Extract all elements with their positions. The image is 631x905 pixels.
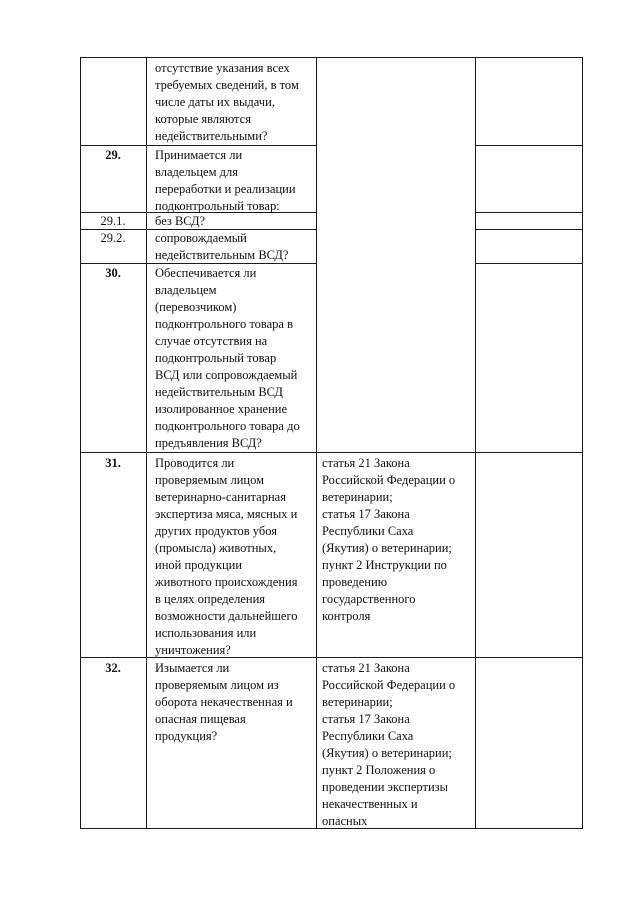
item-number: 31. (105, 456, 121, 470)
legal-reference: статья 21 Закона Российской Федерации о ветеринарии; статья 17 Закона Республики Саха (Якутия) о ветеринарии; пункт 2 Положения о проведении экспертизы некачественных и опасных (322, 661, 456, 828)
question-text: отсутствие указания всех требуемых сведений, в том числе даты их выдачи, которые являются недействительными? (155, 61, 299, 143)
item-number: 29.2. (100, 231, 126, 245)
column-divider (146, 57, 147, 828)
row-divider (475, 263, 583, 264)
item-number: 29. (105, 148, 121, 162)
row-divider (475, 145, 583, 146)
table-border-top (80, 57, 583, 58)
item-number: 32. (105, 661, 121, 675)
column-divider (475, 57, 476, 828)
column-divider (316, 57, 317, 828)
row-divider (475, 212, 583, 213)
question-text: сопровождаемый недействительным ВСД? (155, 231, 289, 262)
item-number: 29.1. (100, 214, 126, 228)
table-border-right (582, 57, 583, 828)
row-divider (80, 452, 583, 453)
question-text: Обеспечивается ли владельцем (перевозчиком) подконтрольного товара в случае отсутствия на подконтрольный товар ВСД или сопровождаемый недействительным ВСД изолированное хранение подконтрольного товара до предъявления ВСД? (155, 266, 300, 450)
question-text: без ВСД? (155, 214, 206, 228)
row-divider (475, 229, 583, 230)
question-text: Изымается ли проверяемым лицом из оборота некачественная и опасная пищевая продукция? (155, 661, 293, 743)
row-divider (80, 145, 317, 146)
table-border-left (80, 57, 81, 828)
question-text: Проводится ли проверяемым лицом ветеринарно-санитарная экспертиза мяса, мясных и других продуктов убоя (промысла) животных, иной продукции животного происхождения в целях определения возможности дальнейшего использования или уничтожения? (155, 456, 298, 657)
question-text: Принимается ли владельцем для переработки и реализации подконтрольный товар: (155, 148, 296, 213)
item-number: 30. (105, 266, 121, 280)
legal-reference: статья 21 Закона Российской Федерации о ветеринарии; статья 17 Закона Республики Саха (Якутия) о ветеринарии; пункт 2 Инструкции по проведению государственного контроля (322, 456, 456, 623)
